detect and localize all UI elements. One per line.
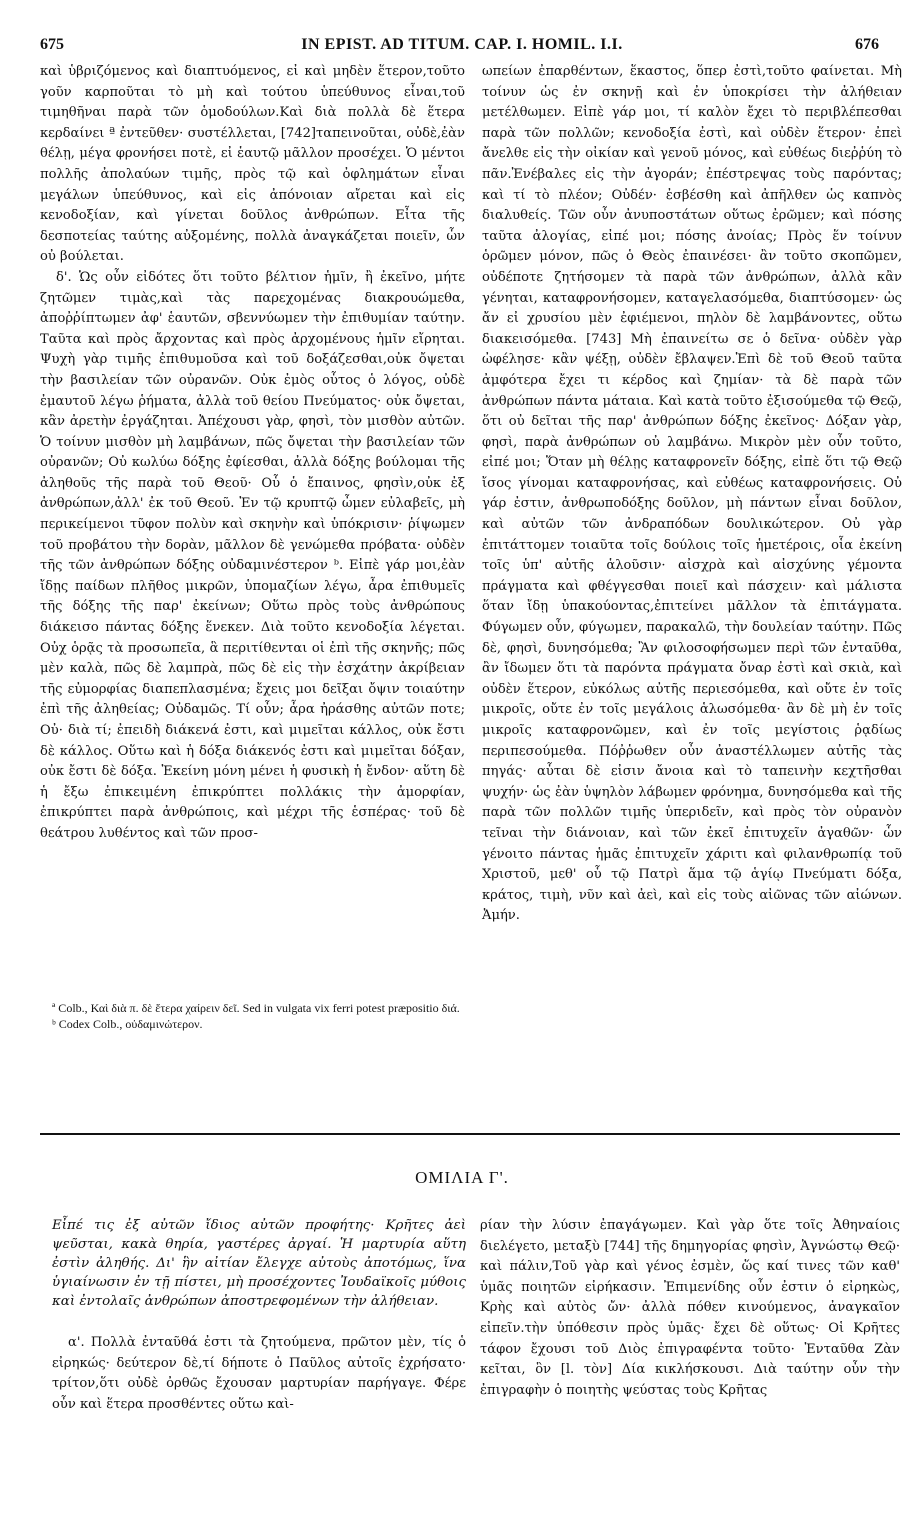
paragraph: ρίαν τὴν λύσιν ἐπαγάγωμεν. Καὶ γὰρ ὅτε τοῖς Ἀθηναίοις διελέγετο, μεταξὺ [744] τῆς δημηγορίας φησὶν, Ἀγνώστῳ Θεῷ· καὶ πάλιν,Τοῦ γὰρ καὶ γένος ἐσμὲν, ὥς καί τινες τῶν καθ' ὑμᾶς ποιητῶν εἰρήκασιν. Ἐπιμενίδης οὖν ἐστιν ὁ εἰρηκὼς, Κρὴς καὶ αὐτὸς ὤν· ἀλλὰ πόθεν κινούμενος, ἀναγκαῖον εἰπεῖν.τὴν ὑπόθεσιν πρὸς ὑμᾶς· ἔχει δὲ οὕτως· Οἱ Κρῆτες τάφον ἔχουσι τοῦ Διὸς ἐπιγραφέντα τοῦτο· Ἐνταῦθα Ζὰν κεῖται, ὃν [l. τὸν] Δία κικλήσκουσι. Διὰ ταύτην οὖν τὴν ἐπιγραφὴν ὁ ποιητὴς ψεύστας τοὺς Κρῆτας [480, 1218, 900, 1398]
page-number-left: 675 [40, 36, 64, 53]
epigraph [52, 1216, 466, 1311]
section-divider [40, 1133, 900, 1135]
footnotes [52, 1000, 466, 1032]
footnote-a: ª Colb., Καὶ διὰ π. δὲ ἕτερα χαίρειν δεῖ. Sed in vulgata vix ferri potest præpositio διά. [52, 1001, 460, 1015]
column-left-bottom [52, 1216, 466, 1415]
column-right-top [482, 62, 902, 927]
page-header [30, 30, 894, 54]
spacer [52, 1311, 466, 1333]
footnote-b: ᵇ Codex Colb., οὐδαμινώτερον. [52, 1017, 203, 1031]
column-right-bottom [480, 1216, 900, 1401]
epigraph-text: Εἶπέ τις ἐξ αὐτῶν ἴδιος αὐτῶν προφήτης· Κρῆτες ἀεὶ ψεῦσται, κακὰ θηρία, γαστέρες ἀργαί. Ἡ μαρτυρία αὕτη ἐστὶν ἀληθής. Δι' ἣν αἰτίαν ἔλεγχε αὐτοὺς ἀποτόμως, ἵνα ὑγιαίνωσιν ἐν τῇ πίστει, μὴ προσέχοντες Ἰουδαϊκοῖς μύθοις καὶ ἐντολαῖς ἀνθρώπων ἀποστρεφομένων τὴν ἀλήθειαν. [52, 1218, 466, 1309]
page-number-right: 676 [855, 36, 879, 53]
column-left-top [40, 62, 465, 845]
running-title: IN EPIST. AD TITUM. CAP. I. HOMIL. I.I. [301, 36, 623, 53]
paragraph: δ'. Ὡς οὖν εἰδότες ὅτι τοῦτο βέλτιον ἡμῖν, ἢ ἐκεῖνο, μήτε ζητῶμεν τιμὰς,καὶ τὰς παρεχομένας διακρουώμεθα, ἀποῤῥίπτωμεν ἀφ' ἑαυτῶν, σβεννύωμεν τὴν ἐπιθυμίαν ταύτην. Ταῦτα καὶ πρὸς ἄρχοντας καὶ πρὸς ἀρχομένους ἡμῖν εἴρηται. Ψυχὴ γὰρ τιμῆς ἐπιθυμοῦσα καὶ τοῦ δοξάζεσθαι,οὐκ ὄψεται τὴν βασιλείαν τῶν οὐρανῶν. Οὐκ ἐμὸς οὗτος ὁ λόγος, οὐδὲ ἐμαυτοῦ λέγω ῥήματα, ἀλλὰ τοῦ θείου Πνεύματος· οὐκ ὄψεται, κἂν ἀρετὴν ἐργάζηται. Ἀπέχουσι γὰρ, φησὶ, τὸν μισθὸν αὐτῶν. Ὁ τοίνυν μισθὸν μὴ λαμβάνων, πῶς ὄψεται τὴν βασιλείαν τῶν οὐρανῶν; Οὐ κωλύω δόξης ἐφίεσθαι, ἀλλὰ δόξης βούλομαι τῆς ἀληθοῦς τῆς παρὰ τοῦ Θεοῦ· Οὗ ὁ ἔπαινος, φησὶν,οὐκ ἐξ ἀνθρώπων,ἀλλ' ἐκ τοῦ Θεοῦ. Ἐν τῷ κρυπτῷ ὦμεν εὐλαβεῖς, μὴ περικείμενοι τῦφον πολὺν καὶ σκηνὴν καὶ ὑπόκρισιν· ῥίψωμεν τοῦ προβάτου τὴν δορὰν, μᾶλλον δὲ γενώμεθα πρόβατα· οὐδὲν τῆς τῶν ἀνθρώπων δόξης οὐδαμινέστερον ᵇ. Εἰπὲ γάρ μοι,ἐὰν ἴδῃς παίδων πλῆθος μικρῶν, ὑπομαζίων λέγω, ἆρα ἐπιθυμεῖς τῆς δόξης τῆς παρ' ἐκείνων; Οὕτω πρὸς τοὺς ἀνθρώπους διάκεισο πάντας δόξης ἕνεκεν. Διὰ τοῦτο κενοδοξία λέγεται. Οὐχ ὁρᾷς τὰ προσωπεῖα, ἃ περιτίθενται οἱ ἐπὶ τῆς σκηνῆς; πῶς μὲν καλὰ, πῶς δὲ λαμπρὰ, πῶς δὲ εἰς τὴν ἐσχάτην ἀκρίβειαν τῆς εὐμορφίας διαπεπλασμένα; ἔχεις μοι δεῖξαι ὄψιν τοιαύτην ἐπὶ τῆς ἀληθείας; Οὐδαμῶς. Τί οὖν; ἆρα ἠράσθης αὐτῶν ποτε; Οὐ· διὰ τί; ἐπειδὴ διάκενά ἐστι, καὶ μιμεῖται κάλλος, οὐκ ἔστι δὲ κάλλος. Οὕτω καὶ ἡ δόξα διάκενός ἐστι καὶ μιμεῖται δόξαν, οὐκ ἔστι δὲ δόξα. Ἐκείνη μόνη μένει ἡ φυσικὴ ἡ ἔνδον· αὕτη δὲ ἡ ἔξω ἐπικειμένη ἐπικρύπτει πολλάκις τὴν ἀμορφίαν, ἐπικρύπτει παρὰ ἀνθρώποις, καὶ μέχρι τῆς ἑσπέρας· τοῦ δὲ θεάτρου λυθέντος καὶ τῶν προσ- [40, 269, 465, 841]
homily-title: ΟΜΙΛΙΑ Γ'. [415, 1168, 509, 1187]
paragraph: ωπείων ἐπαρθέντων, ἕκαστος, ὅπερ ἐστὶ,τοῦτο φαίνεται. Μὴ τοίνυν ὡς ἐν σκηνῇ καὶ ἐν ὑποκρίσει τὴν ἀλήθειαν μετέλθωμεν. Εἰπὲ γάρ μοι, τί καλὸν ἔχει τὸ περιβλέπεσθαι παρὰ τῶν πολλῶν; κενοδοξία ἐστὶ, καὶ οὐδὲν ἕτερον· ἐπεὶ ἄνελθε εἰς τὴν οἰκίαν καὶ γενοῦ μόνος, καὶ εὐθέως διεῤῥύη τὸ πᾶν.Ἐνέβαλες εἰς τὴν ἀγοράν; ἐπέστρεψας τοὺς παρόντας; καὶ τί τὸ πλέον; Οὐδέν· ἐσβέσθη καὶ ἀπῆλθεν ὡς καπνὸς διαλυθείς. Τῶν οὖν ἀνυποστάτων οὕτως ἐρῶμεν; καὶ πόσης ταῦτα ἀλογίας, εἰπέ μοι; πόσης ἀνοίας; Πρὸς ἕν τοίνυν ὁρῶμεν μόνον, πῶς ὁ Θεὸς ἐπαινέσει· ἂν τοῦτο σκοπῶμεν, οὐδέποτε ζητήσομεν τὰ παρὰ τῶν ἀνθρώπων, ἀλλὰ κἂν γένηται, καταφρονήσομεν, καταγελασόμεθα, διαπτύσομεν· ὡς ἄν εἰ χρυσίου μὲν ἐφιέμενοι, πηλὸν δὲ λαμβάνοντες, οὕτω διακεισόμεθα. [743] Μὴ ἐπαινείτω σε ὁ δεῖνα· οὐδὲν γὰρ ὠφέλησε· κἂν ψέξῃ, οὐδὲν ἔβλαψεν.Ἐπὶ δὲ τοῦ Θεοῦ ταῦτα ἀμφότερα ἔχει τι κέρδος καὶ ζημίαν· τὰ δὲ παρὰ τῶν ἀνθρώπων πάντα μάταια. Καὶ κατὰ τοῦτο ἐξισούμεθα τῷ Θεῷ, ὅτι οὐ δεῖται τῆς παρ' ἀνθρώπων δόξης ἐκεῖνος· Δόξαν γὰρ, φησὶ, παρὰ ἀνθρώπων οὐ λαμβάνω. Μικρὸν μὲν οὖν τοῦτο, εἰπέ μοι; Ὅταν μὴ θέλῃς καταφρονεῖν δόξης, εἰπὲ ὅτι τῷ Θεῷ ἴσος γίνομαι καταφρονήσας, καὶ εὐθέως καταφρονήσεις. Οὐ γάρ ἐστιν, ἀνθρωποδόξης δοῦλον, μὴ πάντων εἶναι δοῦλον, καὶ αὐτῶν τῶν ἀνδραπόδων δουλικώτερον. Οὐ γὰρ ἐπιτάττομεν τοιαῦτα τοῖς δούλοις τοῖς ἡμετέροις, οἷα ἐκείνη τοῖς ὑπ' αὐτῆς ἁλοῦσιν· αἰσχρὰ καὶ αἰσχύνης γέμοντα πράγματα καὶ φθέγγεσθαι ποιεῖ καὶ πάσχειν· καὶ μάλιστα ὅταν ἴδῃ ὑπακούοντας,ἐπιτείνει μᾶλλον τὰ ἐπιτάγματα. Φύγωμεν οὖν, φύγωμεν, παρακαλῶ, τὴν δουλείαν ταύτην. Πῶς δὲ, φησὶ, δυνησόμεθα; Ἂν φιλοσοφήσωμεν περὶ τῶν ἐνταῦθα, ἂν ἴδωμεν ὅτι τὰ παρόντα πράγματα ὄναρ ἐστὶ καὶ σκιὰ, καὶ οὐδὲν ἕτερον, εὐκόλως αὐτῆς περιεσόμεθα, καὶ οὔτε ἐν τοῖς μικροῖς, οὔτε ἐν τοῖς μεγάλοις ἁλωσόμεθα· ἂν δὲ μὴ ἐν τοῖς μικροῖς καταφρονῶμεν, καὶ ἐν τοῖς μεγίστοις ῥᾳδίως περιπεσούμεθα. Πόῤῥωθεν οὖν ἀναστέλλωμεν αὐτῆς τὰς πηγάς· αὗται δὲ εἰσιν ἄνοια καὶ τὸ ταπεινὴν κεχτῆσθαι ψυχήν· ὡς ἐὰν ὑψηλὸν λάβωμεν φρόνημα, δυνησόμεθα καὶ τῆς παρὰ τῶν πολλῶν τιμῆς ὑπεριδεῖν, καὶ πρὸς τὸν οὐρανὸν τεῖναι τὴν διάνοιαν, καὶ τῶν ἐκεῖ ἐπιτυχεῖν ἀγαθῶν· ὧν γένοιτο πάντας ἡμᾶς ἐπιτυχεῖν χάριτι καὶ φιλανθρωπίᾳ τοῦ Χριστοῦ, μεθ' οὗ τῷ Πατρὶ ἅμα τῷ ἁγίῳ Πνεύματι δόξα, κράτος, τιμὴ, νῦν καὶ ἀεὶ, καὶ εἰς τοὺς αἰῶνας τῶν αἰώνων. Ἀμήν. [482, 64, 902, 924]
paragraph: καὶ ὑβριζόμενος καὶ διαπτυόμενος, εἰ καὶ μηδὲν ἕτερον,τοῦτο γοῦν καρποῦται τὸ μὴ καὶ τούτου ὑπεύθυνος εἶναι,τοῦ τιμηθῆναι παρὰ τῶν ὁμοδούλων.Καὶ διὰ πολλὰ δὲ ἕτερα κερδαίνει ª ἐντεῦθεν· συστέλλεται, [742]ταπεινοῦται, οὐδὲ,ἐὰν θέλῃ, μέγα φρονήσει ποτὲ, εἰ ἑαυτῷ μᾶλλον προσέχει. Ὁ μέντοι πολλῆς ἀπολαύων τιμῆς, πρὸς τῷ καὶ ὀφλημάτων εἶναι μεγάλων ὑπεύθυνος, καὶ εἰς ἀπόνοιαν αἴρεται καὶ εἰς κενοδοξίαν, καὶ γίνεται δοῦλος ἀνθρώπων. Εἶτα τῆς δεσποτείας ταύτης αὐξομένης, πολλὰ ἀναγκάζεται ποιεῖν, ὧν οὐ βούλεται. [40, 64, 465, 265]
paragraph: α'. Πολλὰ ἐνταῦθά ἐστι τὰ ζητούμενα, πρῶτον μὲν, τίς ὁ εἰρηκώς· δεύτερον δὲ,τί δήποτε ὁ Παῦλος αὐτοῖς ἐχρήσατο· τρίτον,ὅτι οὐδὲ ὀρθῶς ἔχουσαν μαρτυρίαν παρήγαγε. Φέρε οὖν καὶ ἕτερα προσθέντες οὕτω καὶ- [52, 1335, 466, 1412]
